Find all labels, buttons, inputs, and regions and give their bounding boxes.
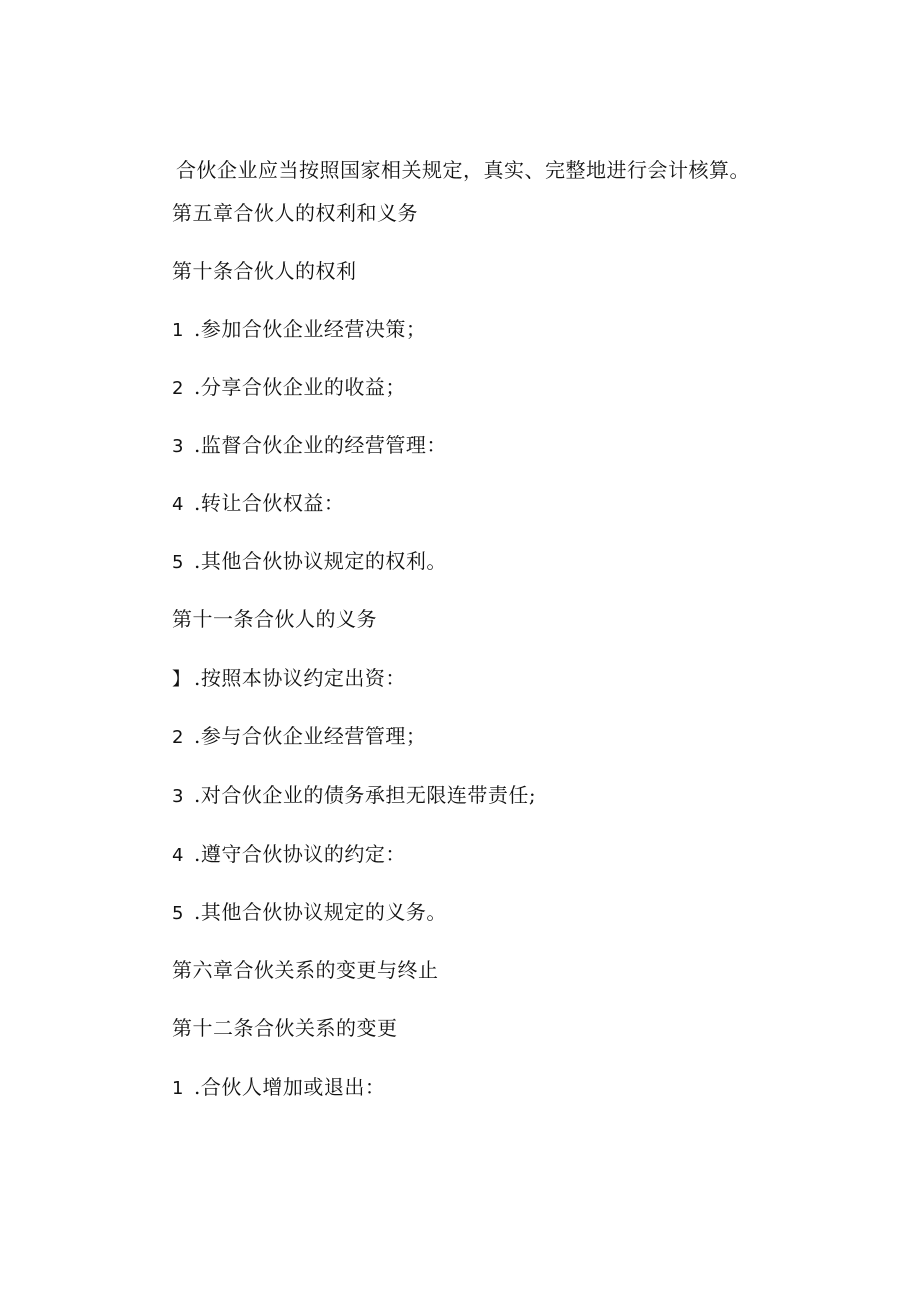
intro-paragraph: 合伙企业应当按照国家相关规定，真实、完整地进行会计核算。 bbox=[176, 158, 750, 182]
item-number: 2 bbox=[172, 378, 184, 399]
list-item bbox=[172, 900, 447, 926]
chapter-5-heading: 第五章合伙人的权利和义务 bbox=[172, 201, 418, 225]
item-number: 4 bbox=[172, 494, 184, 515]
item-text: .对合伙企业的债务承担无限连带责任; bbox=[194, 783, 537, 807]
item-number: 5 bbox=[172, 552, 184, 573]
item-number: 】 bbox=[172, 669, 191, 690]
list-item bbox=[172, 783, 536, 809]
list-item bbox=[172, 433, 447, 459]
article-11-heading: 第十一条合伙人的义务 bbox=[172, 607, 377, 631]
item-text: .遵守合伙协议的约定： bbox=[194, 842, 406, 866]
list-item bbox=[172, 724, 426, 750]
article-12-heading: 第十二条合伙关系的变更 bbox=[172, 1016, 398, 1040]
item-text: .合伙人增加或退出： bbox=[194, 1075, 386, 1099]
item-text: .参加合伙企业经营决策； bbox=[194, 317, 427, 341]
item-text: .转让合伙权益： bbox=[194, 491, 345, 515]
list-item bbox=[172, 1075, 385, 1101]
list-item bbox=[172, 842, 406, 868]
list-item bbox=[172, 549, 447, 575]
item-number: 2 bbox=[172, 727, 184, 748]
item-number: 1 bbox=[172, 320, 184, 341]
item-number: 3 bbox=[172, 786, 184, 807]
chapter-6-heading: 第六章合伙关系的变更与终止 bbox=[172, 958, 439, 982]
item-text: .参与合伙企业经营管理； bbox=[194, 724, 427, 748]
item-text: .监督合伙企业的经营管理： bbox=[194, 433, 447, 457]
item-number: 1 bbox=[172, 1078, 184, 1099]
item-text: .按照本协议约定出资： bbox=[194, 666, 406, 690]
list-item bbox=[172, 317, 426, 343]
list-item bbox=[172, 375, 406, 401]
list-item bbox=[172, 491, 344, 517]
item-text: .其他合伙协议规定的义务。 bbox=[194, 900, 447, 924]
item-number: 5 bbox=[172, 903, 184, 924]
item-number: 3 bbox=[172, 436, 184, 457]
item-text: .其他合伙协议规定的权利。 bbox=[194, 549, 447, 573]
item-text: .分享合伙企业的收益； bbox=[194, 375, 406, 399]
list-item bbox=[172, 666, 406, 692]
article-10-heading: 第十条合伙人的权利 bbox=[172, 259, 357, 283]
item-number: 4 bbox=[172, 845, 184, 866]
